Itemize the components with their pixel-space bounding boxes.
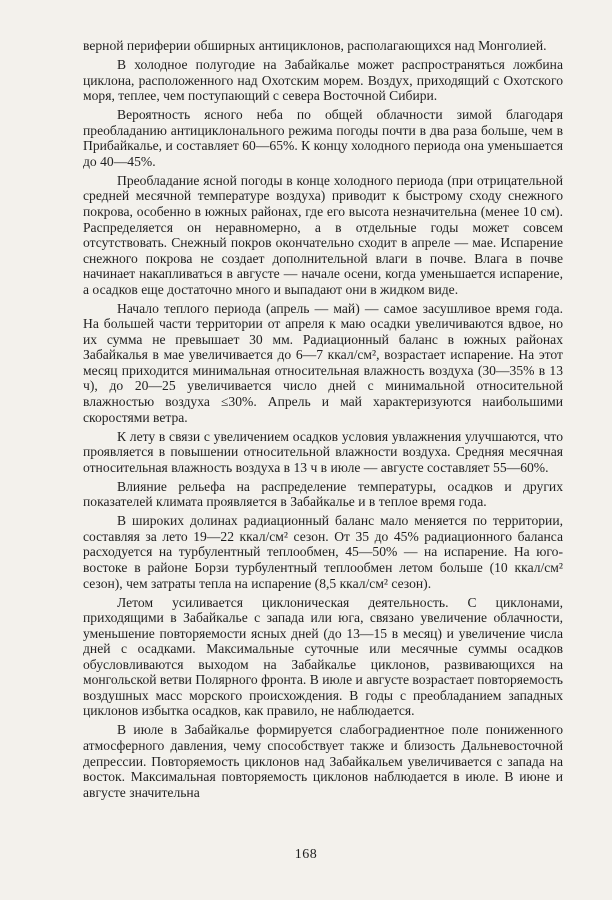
paragraph: В холодное полугодие на Забайкалье может распространяться ложбина циклона, расположенного над Охотским морем. Воздух, приходящий с Охотского моря, теплее, чем поступающий с севера Восточной Сибири. — [83, 57, 563, 104]
body-text — [83, 38, 563, 800]
paragraph: К лету в связи с увеличением осадков условия увлажнения улучшаются, что проявляется в повышении относительной влажности воздуха. Средняя месячная относительная влажность воздуха в 13 ч в июле — августе составляет 55—60%. — [83, 428, 563, 475]
paragraph: Вероятность ясного неба по общей облачности зимой благодаря преобладанию антициклонального режима погоды почти в два раза больше, чем в Прибайкалье, и составляет 60—65%. К концу холодного периода она уменьшается до 40—45%. — [83, 107, 563, 169]
paragraph: В широких долинах радиационный баланс мало меняется по территории, составляя за лето 19—22 ккал/см² сезон. От 35 до 45% радиационного баланса расходуется на турбулентный теплообмен, 45—50% — на испарение. На юго-востоке в районе Борзи турбулентный теплообмен летом больше (10 ккал/см² сезон), чем затраты тепла на испарение (8,5 ккал/см² сезон). — [83, 513, 563, 591]
page-number: 168 — [294, 847, 318, 862]
paragraph: Летом усиливается циклоническая деятельность. С циклонами, приходящими в Забайкалье с запада или юга, связано увеличение облачности, уменьшение повторяемости ясных дней (до 13—15 в месяц) и увеличение числа дней с осадками. Максимальные суточные или месячные суммы осадков обусловливаются выходом на Забайкалье циклонов, развивающихся на монгольской ветви Полярного фронта. В июле и августе возрастает повторяемость воздушных масс морского происхождения. В годы с преобладанием западных циклонов избытка осадков, как правило, не наблюдается. — [83, 594, 563, 719]
paragraph: В июле в Забайкалье формируется слабоградиентное поле пониженного атмосферного давления, чему способствует также и близость Дальневосточной депрессии. Повторяемость циклонов над Забайкальем увеличивается с запада на восток. Максимальная повторяемость циклонов наблюдается в июле. В июне и августе значительна — [83, 722, 563, 800]
paragraph-continuation: верной периферии обширных антициклонов, располагающихся над Монголией. — [83, 38, 547, 53]
paragraph: Начало теплого периода (апрель — май) — самое засушливое время года. На большей части территории от апреля к маю осадки увеличиваются вдвое, но их сумма не превышает 30 мм. Радиационный баланс в южных районах Забайкалья в мае увеличивается до 6—7 ккал/см², возрастает испарение. На этот месяц приходится минимальная относительная влажность воздуха (30—35% в 13 ч), до 20—25 увеличивается число дней с минимальной относительной влажностью воздуха ≤30%. Апрель и май характеризуются наибольшими скоростями ветра. — [83, 300, 563, 425]
paragraph: Влияние рельефа на распределение температуры, осадков и других показателей климата проявляется в Забайкалье и в теплое время года. — [83, 478, 563, 510]
paragraph: Преобладание ясной погоды в конце холодного периода (при отрицательной средней месячной температуре воздуха) приводит к быстрому сходу снежного покрова, особенно в южных районах, где его высота незначительна (менее 10 см). Распределяется он неравномерно, а в отдельные годы может совсем отсутствовать. Снежный покров окончательно сходит в апреле — мае. Испарение снежного покрова не создает дополнительной влаги в почве. Влага в почве начинает накапливаться в августе — начале осени, когда уменьшается испарение, а осадков еще достаточно много и выпадают они в жидком виде. — [83, 172, 563, 297]
